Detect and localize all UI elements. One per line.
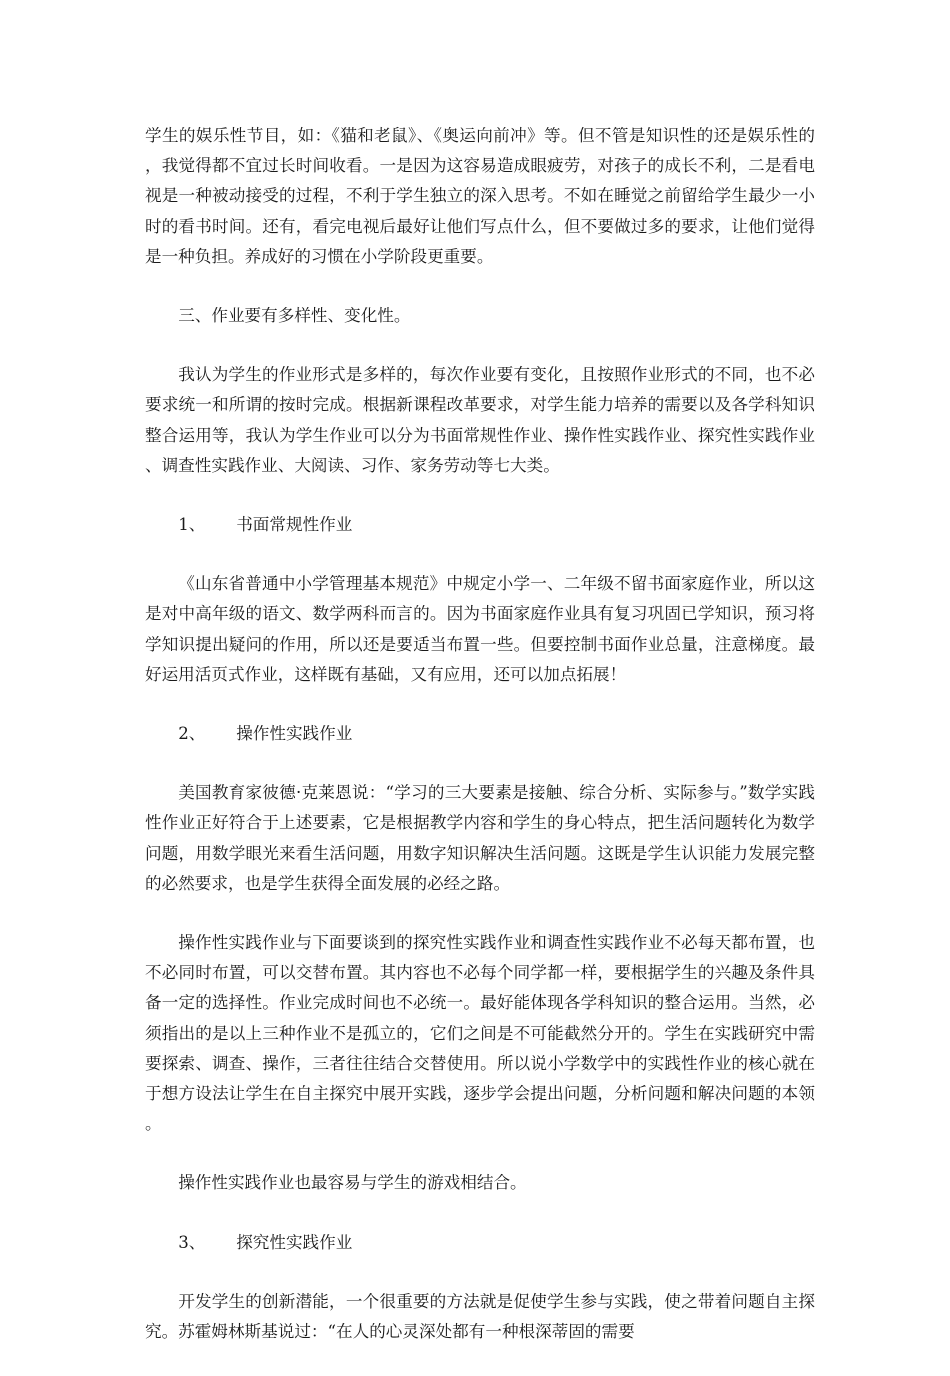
paragraph-practice-arrangement: 操作性实践作业与下面要谈到的探究性实践作业和调查性实践作业不必每天都布置，也不必同时布置，可以交替布置。其内容也不必每个同学都一样，要根据学生的兴趣及条件具备一定的选择性。作业完成时间也不必统一。最好能体现各学科知识的整合运用。当然，必须指出的是以上三种作业不是孤立的，它们之间是不可能截然分开的。学生在实践研究中需要探索、调查、操作，三者往往结合交替使用。所以说小学数学中的实践性作业的核心就在于想方设法让学生在自主探究中展开实践，逐步学会提出问题，分析问题和解决问题的本领。 — [145, 933, 815, 1134]
subheading-operational-practice — [145, 719, 815, 749]
document-body — [145, 121, 815, 1376]
paragraph-games: 操作性实践作业也最容易与学生的游戏相结合。 — [178, 1173, 527, 1193]
subheading-label: 探究性实践作业 — [236, 1232, 353, 1252]
subheading-written-homework — [145, 510, 815, 540]
paragraph-creative-potential: 开发学生的创新潜能，一个很重要的方法就是促使学生参与实践，使之带着问题自主探究。苏霍姆林斯基说过：“在人的心灵深处都有一种根深蒂固的需要 — [145, 1291, 815, 1342]
paragraph-homework-types: 我认为学生的作业形式是多样的，每次作业要有变化，且按照作业形式的不同，也不必要求统一和所谓的按时完成。根据新课程改革要求，对学生能力培养的需要以及各学科知识整合运用等，我认为学生作业可以分为书面常规性作业、操作性实践作业、探究性实践作业、调查性实践作业、大阅读、习作、家务劳动等七大类。 — [145, 365, 815, 475]
subheading-label: 操作性实践作业 — [236, 724, 353, 744]
section-heading-3: 三、作业要有多样性、变化性。 — [178, 306, 411, 326]
subheading-number: 1、 — [178, 515, 206, 535]
subheading-number: 3、 — [178, 1232, 206, 1252]
paragraph-peter-kline-quote: 美国教育家彼德·克莱恩说：“学习的三大要素是接触、综合分析、实际参与。”数学实践性作业正好符合于上述要素，它是根据教学内容和学生的身心特点，把生活问题转化为数学问题，用数学眼光来看生活问题，用数字知识解决生活问题。这既是学生认识能力发展完整的必然要求，也是学生获得全面发展的必经之路。 — [145, 783, 815, 893]
subheading-number: 2、 — [178, 724, 206, 744]
paragraph-tv-programs: 学生的娱乐性节目，如：《猫和老鼠》、《奥运向前冲》等。但不管是知识性的还是娱乐性的，我觉得都不宜过长时间收看。一是因为这容易造成眼疲劳，对孩子的成长不利，二是看电视是一种被动接受的过程，不利于学生独立的深入思考。不如在睡觉之前留给学生最少一小时的看书时间。还有，看完电视后最好让他们写点什么，但不要做过多的要求，让他们觉得是一种负担。养成好的习惯在小学阶段更重要。 — [145, 126, 815, 266]
paragraph-written-homework: 《山东省普通中小学管理基本规范》中规定小学一、二年级不留书面家庭作业，所以这是对中高年级的语文、数学两科而言的。因为书面家庭作业具有复习巩固已学知识，预习将学知识提出疑问的作用，所以还是要适当布置一些。但要控制书面作业总量，注意梯度。最好运用活页式作业，这样既有基础，又有应用，还可以加点拓展！ — [145, 574, 815, 684]
subheading-inquiry-practice — [145, 1228, 815, 1258]
subheading-label: 书面常规性作业 — [236, 515, 353, 535]
